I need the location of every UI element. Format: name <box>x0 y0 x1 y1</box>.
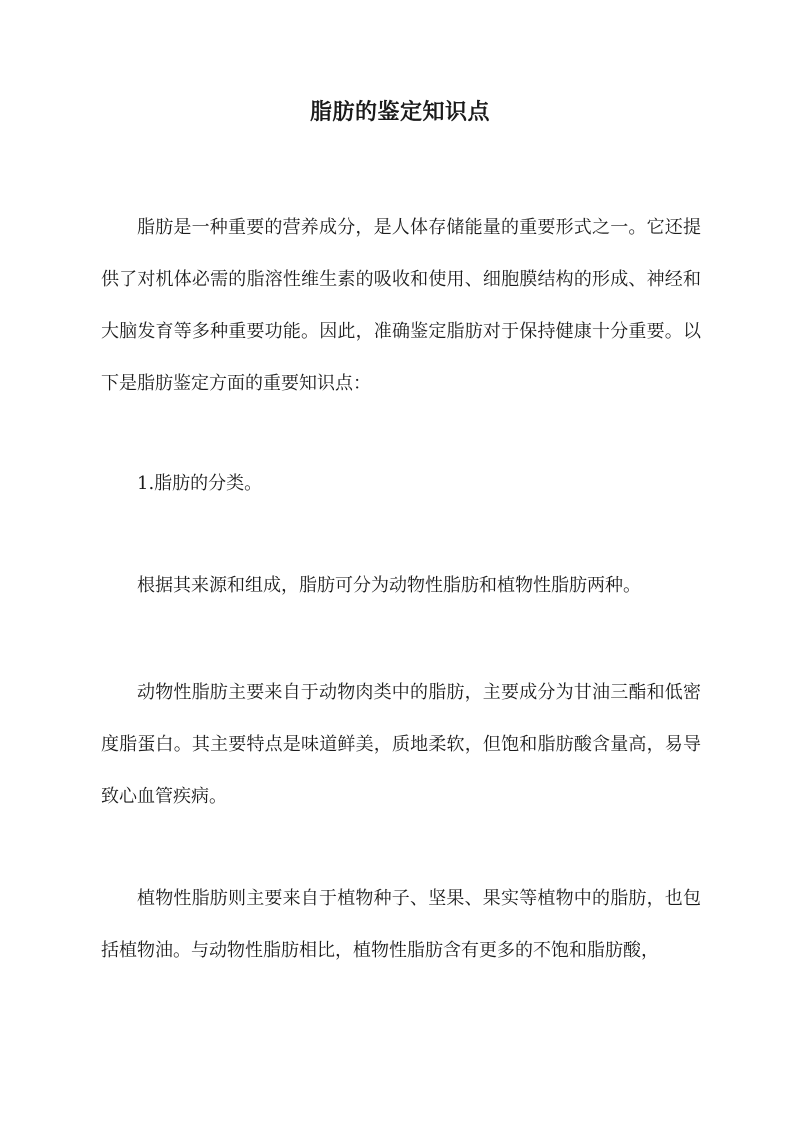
paragraph-section-heading: 1.脂肪的分类。 <box>137 473 263 494</box>
page-title: 脂肪的鉴定知识点 <box>309 99 490 125</box>
paragraph-plant-fat: 植物性脂肪则主要来自于植物种子、坚果、果实等植物中的脂肪，也包括植物油。与动物性脂肪相比，植物性脂肪含有更多的不饱和脂肪酸， <box>101 888 701 961</box>
paragraph-classification: 根据其来源和组成，脂肪可分为动物性脂肪和植物性脂肪两种。 <box>137 575 641 596</box>
paragraph-animal-fat: 动物性脂肪主要来自于动物肉类中的脂肪，主要成分为甘油三酯和低密度脂蛋白。其主要特点是味道鲜美，质地柔软，但饱和脂肪酸含量高，易导致心血管疾病。 <box>101 682 701 807</box>
paragraph-intro: 脂肪是一种重要的营养成分，是人体存储能量的重要形式之一。它还提供了对机体必需的脂溶性维生素的吸收和使用、细胞膜结构的形成、神经和大脑发育等多种重要功能。因此，准确鉴定脂肪对于保持健康十分重要。以下是脂肪鉴定方面的重要知识点： <box>101 217 701 394</box>
